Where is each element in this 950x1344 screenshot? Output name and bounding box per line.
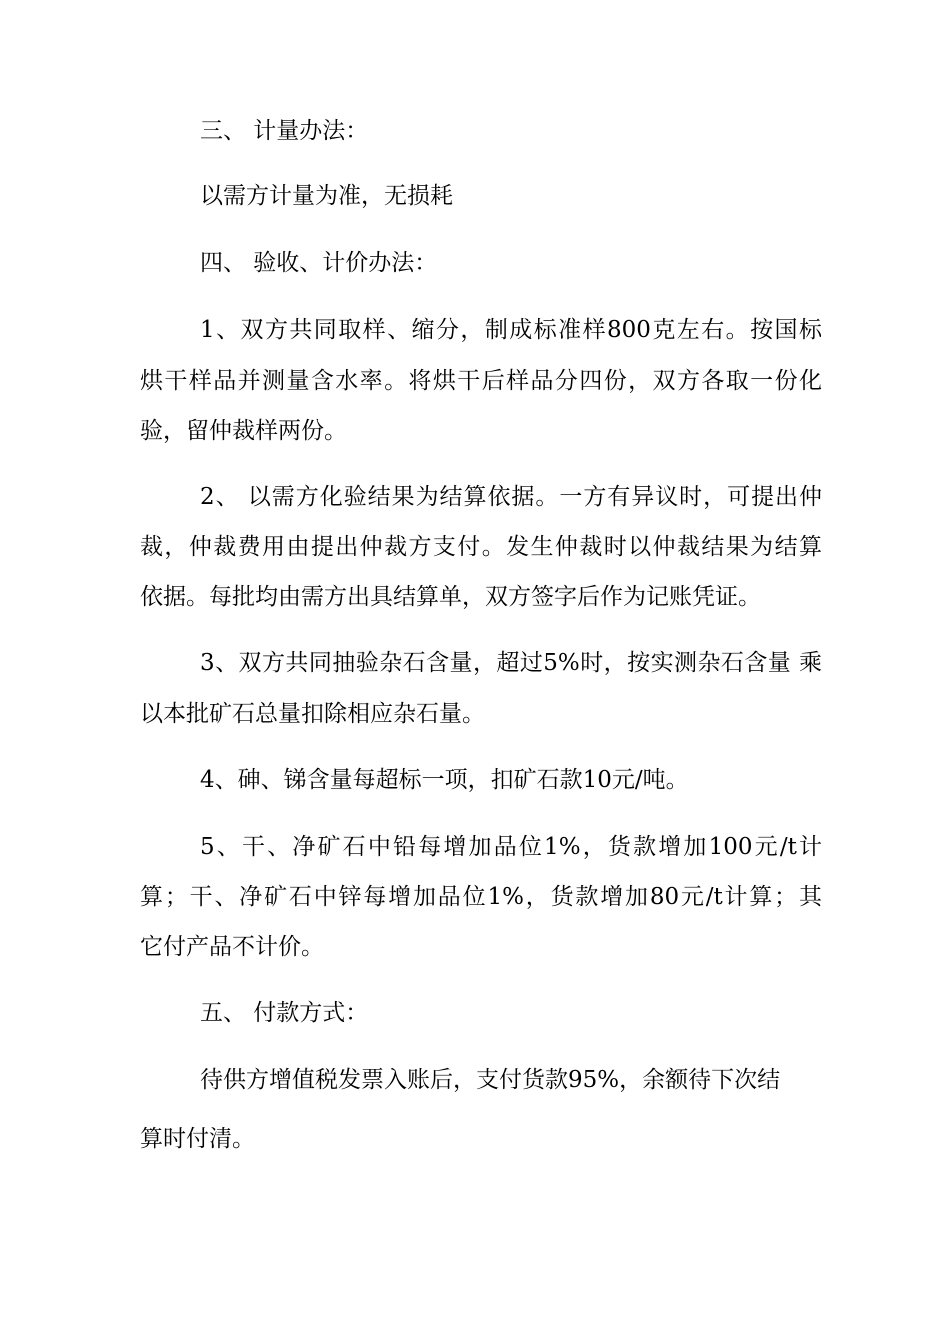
item-4-line-1: 4、砷、锑含量每超标一项，扣矿石款10元/吨。 [200,767,689,793]
item-2-line-2: 裁，仲裁费用由提出仲裁方支付。发生仲裁时以仲裁结果为结算 [140,534,822,560]
section-3-heading: 三、 计量办法： [200,118,369,144]
item-1-line-2: 烘干样品并测量含水率。将烘干后样品分四份，双方各取一份化 [140,368,822,394]
item-3-line-2: 以本批矿石总量扣除相应杂石量。 [140,701,485,727]
item-1-line-1: 1、双方共同取样、缩分，制成标准样800克左右。按国标 [200,317,822,343]
item-5-line-1: 5、干、净矿石中铅每增加品位1%，货款增加100元/t计 [200,834,822,860]
item-3-line-1: 3、双方共同抽验杂石含量，超过5%时，按实测杂石含量 乘 [200,650,822,676]
section-3-body: 以需方计量为准，无损耗 [200,183,453,209]
item-5-line-3: 它付产品不计价。 [140,934,324,960]
item-1-line-3: 验，留仲裁样两份。 [140,418,347,444]
item-2-line-1: 2、 以需方化验结果为结算依据。一方有异议时，可提出仲 [200,484,822,510]
item-5-line-2: 算；干、净矿石中锌每增加品位1%，货款增加80元/t计算；其 [140,884,822,910]
item-2-line-3: 依据。每批均由需方出具结算单，双方签字后作为记账凭证。 [140,584,761,610]
section-5-line-1: 待供方增值税发票入账后，支付货款95%，余额待下次结 [200,1067,781,1093]
section-5-line-2: 算时付清。 [140,1126,255,1152]
section-5-heading: 五、 付款方式： [200,1000,369,1026]
section-4-heading: 四、 验收、计价办法： [200,250,438,276]
